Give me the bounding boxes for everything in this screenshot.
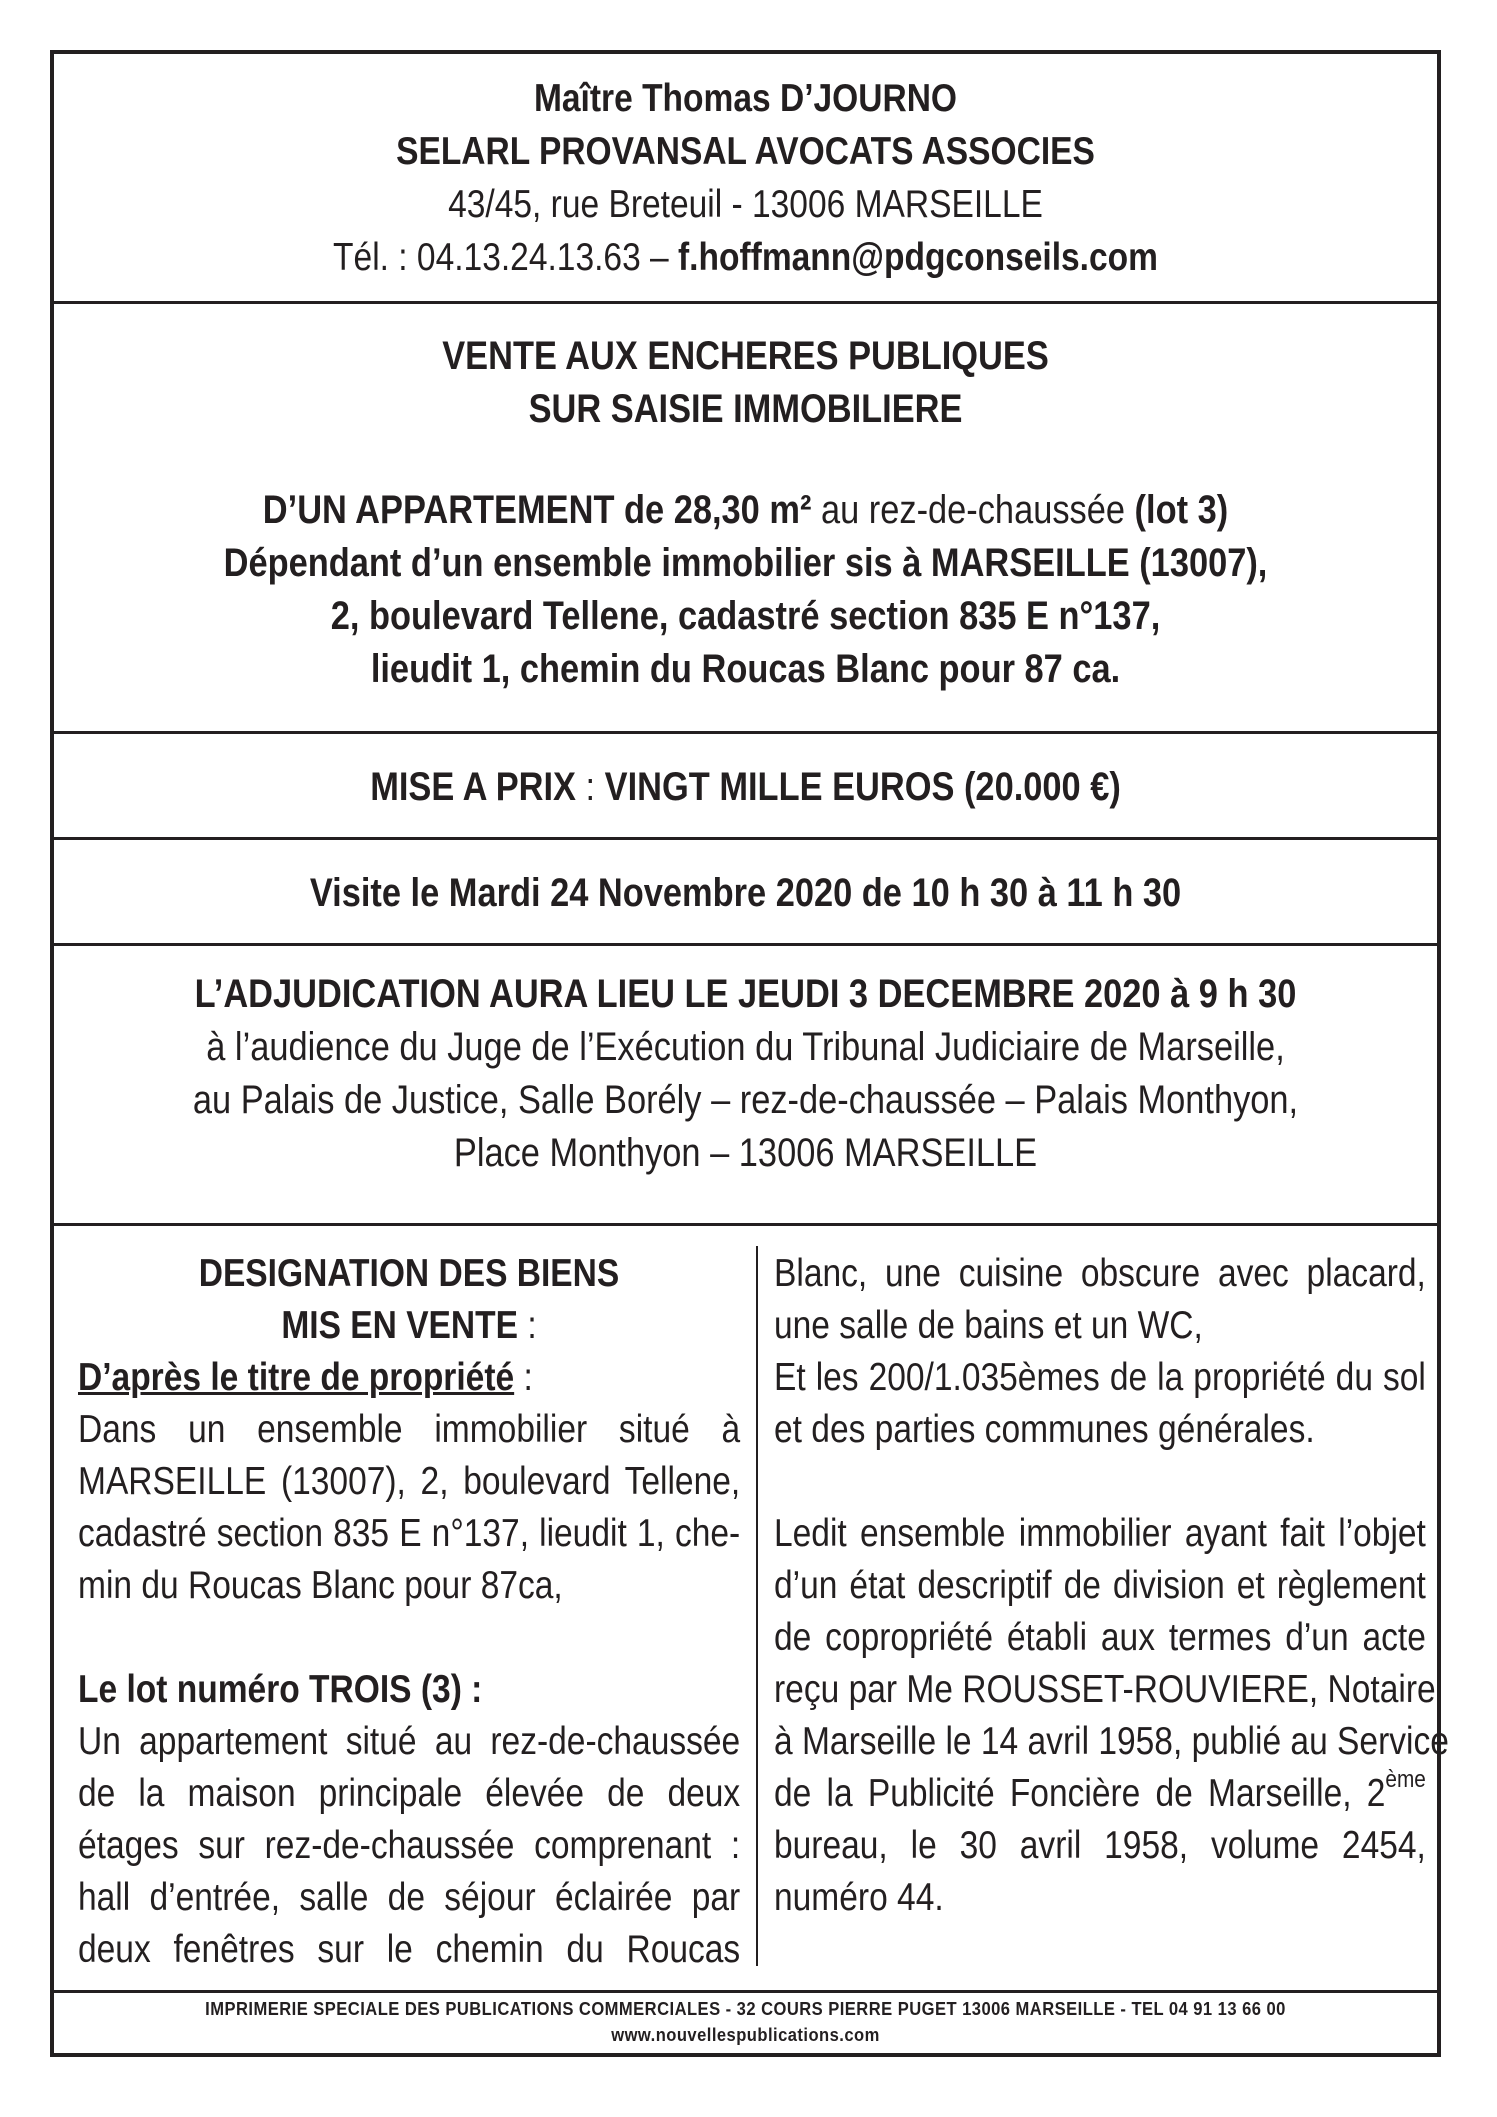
left-para-line: cadastré section 835 E n°137, lieudit 1, che- (78, 1512, 741, 1555)
property-cadastre: 2, boulevard Tellene, cadastré section 835 E n°137, (330, 594, 1161, 638)
right-para-line: Ledit ensemble immobilier ayant fait l’objet (774, 1512, 1426, 1555)
firm-email[interactable]: f.hoffmann@pdgconseils.com (678, 236, 1158, 279)
right-para-line: à Marseille le 14 avril 1958, publié au Service (774, 1720, 1449, 1763)
left-para-line: Un appartement situé au rez-de-chaussée (78, 1720, 741, 1763)
left-column (78, 1248, 740, 1976)
starting-price: MISE A PRIX : VINGT MILLE EUROS (20.000 €) (54, 734, 1437, 840)
right-para-line: de copropriété établi aux termes d’un acte (774, 1616, 1426, 1659)
right-para-line: reçu par Me ROUSSET-ROUVIERE, Notaire (774, 1668, 1436, 1711)
left-para-line: hall d’entrée, salle de séjour éclairée par (78, 1876, 741, 1919)
price-label: MISE A PRIX (370, 765, 576, 809)
property-floor: au rez-de-chaussée (811, 488, 1135, 532)
property-location: Dépendant d’un ensemble immobilier sis à MARSEILLE (13007), (223, 541, 1268, 585)
property-size: D’UN APPARTEMENT de 28,30 m² (262, 488, 812, 532)
left-para-line: deux fenêtres sur le chemin du Roucas (78, 1928, 741, 1971)
legal-notice-frame (50, 50, 1449, 2057)
price-value: VINGT MILLE EUROS (20.000 €) (604, 765, 1121, 809)
property-summary (151, 484, 1340, 537)
adjudication-line-3: Place Monthyon – 13006 MARSEILLE (453, 1131, 1038, 1175)
designation-heading-2: MIS EN VENTE : (281, 1304, 537, 1347)
right-para-line: Et les 200/1.035èmes de la propriété du sol (774, 1356, 1426, 1399)
left-para-line: min du Roucas Blanc pour 87ca, (78, 1564, 563, 1607)
sale-title-1: VENTE AUX ENCHERES PUBLIQUES (442, 334, 1049, 378)
law-firm: SELARL PROVANSAL AVOCATS ASSOCIES (396, 130, 1095, 173)
property-lot: (lot 3) (1134, 488, 1229, 532)
column-divider (756, 1246, 758, 1966)
right-para-line: numéro 44. (774, 1876, 944, 1919)
right-column (774, 1248, 1449, 1924)
right-para-line: bureau, le 30 avril 1958, volume 2454, (774, 1824, 1426, 1867)
left-para-line: de la maison principale élevée de deux (78, 1772, 741, 1815)
firm-contact (151, 231, 1340, 284)
left-para-line: Dans un ensemble immobilier situé à (78, 1408, 741, 1451)
printer-website[interactable]: www.nouvellespublications.com (611, 2025, 880, 2045)
sale-title-2: SUR SAISIE IMMOBILIERE (528, 387, 963, 431)
designation-heading-1: DESIGNATION DES BIENS (198, 1252, 620, 1295)
adjudication-line-1: à l’audience du Juge de l’Exécution du Tribunal Judiciaire de Marseille, (206, 1025, 1285, 1069)
property-lieudit: lieudit 1, chemin du Roucas Blanc pour 87 ca. (370, 647, 1121, 691)
right-para-line-ordinal: de la Publicité Foncière de Marseille, 2ème (774, 1766, 1426, 1815)
visit-text: Visite le Mardi 24 Novembre 2020 de 10 h 30 à 11 h 30 (309, 871, 1182, 915)
printer-footer (54, 1996, 1437, 2048)
printer-info: IMPRIMERIE SPECIALE DES PUBLICATIONS COMMERCIALES - 32 COURS PIERRE PUGET 13006 MARSEILLE - TEL 04 91 13 66 00 (205, 1999, 1286, 2019)
adjudication-line-2: au Palais de Justice, Salle Borély – rez-de-chaussée – Palais Monthyon, (192, 1078, 1299, 1122)
lawyer-header (54, 54, 1437, 304)
adjudication-info (54, 946, 1437, 1226)
sale-announcement (54, 304, 1437, 734)
left-para-line: étages sur rez-de-chaussée comprenant : (78, 1824, 741, 1867)
firm-address: 43/45, rue Breteuil - 13006 MARSEILLE (448, 183, 1043, 226)
left-para-line: MARSEILLE (13007), 2, boulevard Tellene, (78, 1460, 741, 1503)
right-para-line: une salle de bains et un WC, (774, 1304, 1203, 1347)
property-designation (54, 1226, 1449, 1993)
right-para-line: et des parties communes générales. (774, 1408, 1315, 1451)
visit-info (54, 840, 1437, 946)
right-para-line: Blanc, une cuisine obscure avec placard, (774, 1252, 1426, 1295)
right-para-line: d’un état descriptif de division et règlement (774, 1564, 1426, 1607)
lawyer-name: Maître Thomas D’JOURNO (533, 77, 958, 120)
adjudication-title: L’ADJUDICATION AURA LIEU LE JEUDI 3 DECEMBRE 2020 à 9 h 30 (194, 972, 1297, 1016)
firm-phone: Tél. : 04.13.24.13.63 – (333, 236, 679, 279)
lot-heading: Le lot numéro TROIS (3) : (78, 1668, 483, 1711)
title-deed-subheading: D’après le titre de propriété : (78, 1356, 533, 1399)
